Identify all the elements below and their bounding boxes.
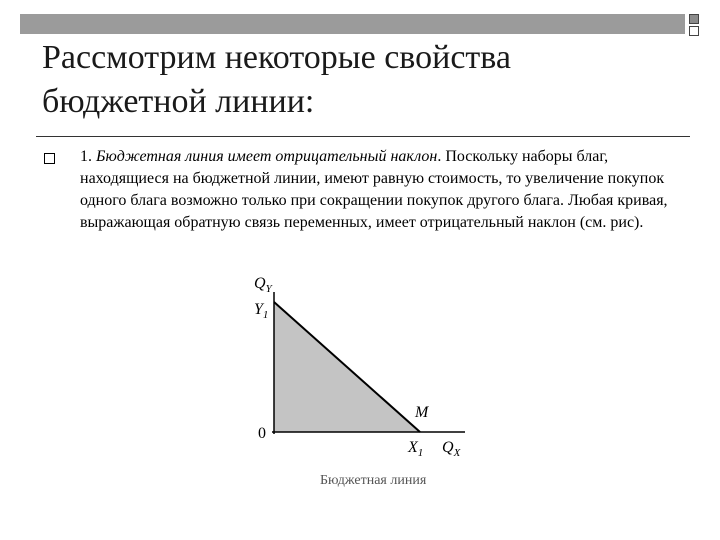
slide-title: Рассмотрим некоторые свойства бюджетной линии: (42, 39, 511, 120)
x-intercept-label: $X_1$ (408, 439, 424, 459)
paragraph-rest: . Поскольку наборы благ, находящиеся на бюджетной линии, имеют равную стоимость, то увеличение покупок одного блага возможно только при сокращении покупок другого блага. Любая кривая, выражающая обратную связь переменных, имеет отрицательный наклон (см. рис). (80, 148, 668, 231)
budget-line-figure (230, 262, 500, 502)
figure-caption: Бюджетная линия (320, 473, 427, 488)
x-axis-label: $Q_X$ (442, 439, 461, 459)
title-divider (36, 136, 690, 137)
origin-label: 0 (258, 425, 266, 442)
corner-square-filled (689, 14, 699, 24)
y-intercept-label: $Y_1$ (254, 301, 269, 321)
paragraph-italic-statement: Бюджетная линия имеет отрицательный наклон (96, 148, 438, 165)
top-decor-bar (20, 14, 685, 34)
y-axis-label: $Q_Y$ (254, 275, 272, 295)
corner-square-empty (689, 26, 699, 36)
corner-decor (689, 14, 699, 40)
bullet-square-icon (44, 153, 55, 164)
paragraph-number: 1. (80, 148, 96, 165)
body-paragraph (80, 146, 690, 234)
point-m-label: M (415, 404, 429, 421)
